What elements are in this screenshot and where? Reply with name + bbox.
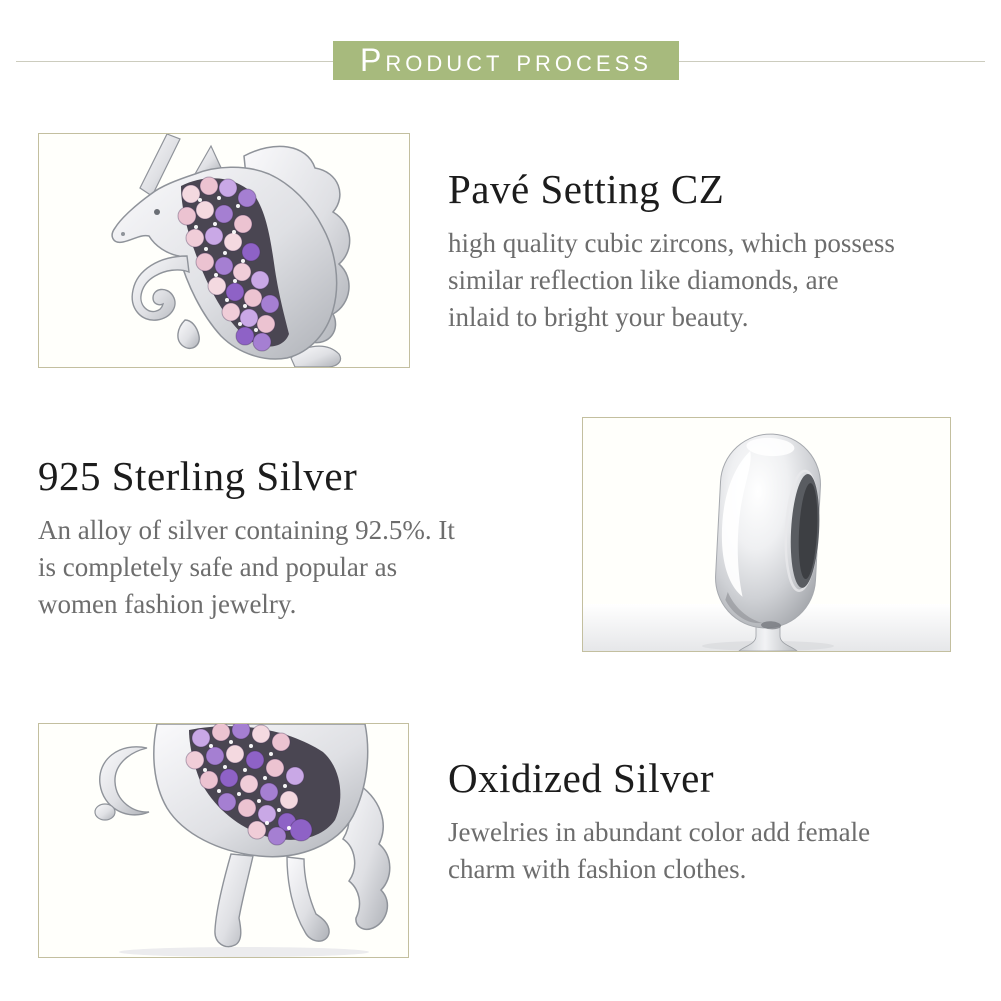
banner-title-box	[333, 41, 679, 80]
body-line: high quality cubic zircons, which possess	[448, 228, 895, 258]
body-line: charm with fashion clothes.	[448, 854, 747, 884]
photo-silver-stopper-bead	[582, 417, 951, 652]
body-line: similar reflection like diamonds, are	[448, 265, 839, 295]
section-heading: 925 Sterling Silver	[38, 453, 358, 499]
body-line: inlaid to bright your beauty.	[448, 302, 749, 332]
silver-bead-illustration	[583, 418, 950, 651]
unicorn-charm-upper-illustration	[39, 134, 409, 367]
banner-title: Product process	[360, 41, 652, 78]
section-heading: Pavé Setting CZ	[448, 166, 725, 212]
section-body	[448, 225, 973, 336]
bead-body	[713, 432, 824, 632]
body-line: Jewelries in abundant color add female	[448, 817, 871, 847]
section-body	[38, 512, 563, 623]
body-line: is completely safe and popular as	[38, 552, 398, 582]
photo-unicorn-charm-upper	[38, 133, 410, 368]
section-925-sterling-silver	[38, 453, 563, 623]
body-line: An alloy of silver containing 92.5%. It	[38, 515, 455, 545]
section-body	[448, 814, 973, 888]
section-pave-setting-cz	[448, 166, 973, 336]
section-oxidized-silver	[448, 755, 973, 888]
unicorn-charm-lower-illustration	[39, 724, 408, 957]
body-line: women fashion jewelry.	[38, 589, 297, 619]
photo-unicorn-charm-lower	[38, 723, 409, 958]
section-heading: Oxidized Silver	[448, 755, 714, 801]
